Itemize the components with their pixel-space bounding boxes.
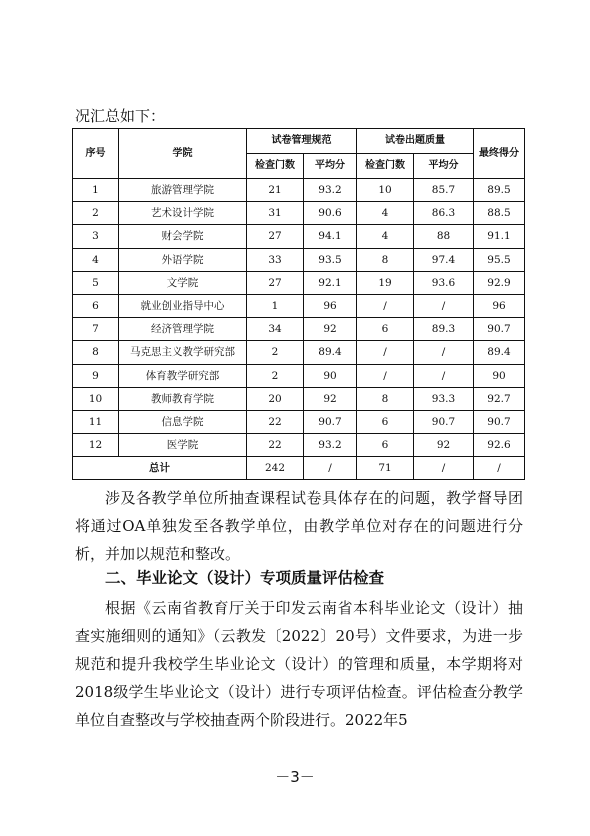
cell-college: 外语学院 bbox=[119, 248, 247, 271]
header-count-1: 检查门数 bbox=[247, 154, 304, 179]
cell-seq: 1 bbox=[73, 179, 119, 202]
cell-avg-2: 89.3 bbox=[414, 318, 474, 341]
cell-count-1: 22 bbox=[247, 410, 304, 433]
cell-seq: 10 bbox=[73, 387, 119, 410]
table-row bbox=[73, 318, 525, 341]
cell-avg-2: 93.6 bbox=[414, 271, 474, 294]
cell-seq: 3 bbox=[73, 225, 119, 248]
cell-final: 90 bbox=[474, 364, 525, 387]
table-row bbox=[73, 434, 525, 457]
cell-avg-1: 92 bbox=[304, 318, 357, 341]
cell-count-1: 2 bbox=[247, 341, 304, 364]
cell-avg-1: 96 bbox=[304, 294, 357, 317]
cell-count-2: / bbox=[357, 294, 414, 317]
cell-seq: 8 bbox=[73, 341, 119, 364]
cell-count-1: 20 bbox=[247, 387, 304, 410]
cell-count-1: 27 bbox=[247, 225, 304, 248]
total-avg-1: / bbox=[304, 457, 357, 480]
cell-avg-1: 94.1 bbox=[304, 225, 357, 248]
cell-avg-2: / bbox=[414, 341, 474, 364]
header-college: 学院 bbox=[119, 129, 247, 179]
cell-college: 马克思主义教学研究部 bbox=[119, 341, 247, 364]
cell-count-2: 4 bbox=[357, 202, 414, 225]
cell-final: 92.9 bbox=[474, 271, 525, 294]
cell-seq: 11 bbox=[73, 410, 119, 433]
cell-final: 91.1 bbox=[474, 225, 525, 248]
cell-avg-2: 93.3 bbox=[414, 387, 474, 410]
cell-avg-1: 93.2 bbox=[304, 179, 357, 202]
cell-avg-1: 93.2 bbox=[304, 434, 357, 457]
table-row bbox=[73, 179, 525, 202]
cell-count-1: 21 bbox=[247, 179, 304, 202]
intro-text: 况汇总如下： bbox=[75, 107, 166, 125]
cell-count-2: / bbox=[357, 364, 414, 387]
cell-college: 信息学院 bbox=[119, 410, 247, 433]
cell-seq: 4 bbox=[73, 248, 119, 271]
table-row bbox=[73, 294, 525, 317]
header-seq: 序号 bbox=[73, 129, 119, 179]
table-row bbox=[73, 225, 525, 248]
table-row bbox=[73, 341, 525, 364]
cell-count-1: 27 bbox=[247, 271, 304, 294]
cell-avg-1: 90 bbox=[304, 364, 357, 387]
cell-count-2: 10 bbox=[357, 179, 414, 202]
cell-avg-1: 90.7 bbox=[304, 410, 357, 433]
header-avg-1: 平均分 bbox=[304, 154, 357, 179]
cell-avg-1: 92 bbox=[304, 387, 357, 410]
cell-avg-2: 90.7 bbox=[414, 410, 474, 433]
table-row bbox=[73, 202, 525, 225]
cell-count-1: 1 bbox=[247, 294, 304, 317]
cell-count-1: 31 bbox=[247, 202, 304, 225]
total-final: / bbox=[474, 457, 525, 480]
cell-final: 92.6 bbox=[474, 434, 525, 457]
cell-college: 医学院 bbox=[119, 434, 247, 457]
cell-college: 文学院 bbox=[119, 271, 247, 294]
section-heading: 二、毕业论文（设计）专项质量评估检查 bbox=[105, 569, 385, 587]
table-total-row bbox=[73, 457, 525, 480]
header-final-score: 最终得分 bbox=[474, 129, 525, 179]
cell-count-2: 6 bbox=[357, 318, 414, 341]
cell-avg-1: 89.4 bbox=[304, 341, 357, 364]
table-row bbox=[73, 387, 525, 410]
total-label: 总计 bbox=[73, 457, 247, 480]
cell-college: 财会学院 bbox=[119, 225, 247, 248]
table-row bbox=[73, 410, 525, 433]
total-count-1: 242 bbox=[247, 457, 304, 480]
cell-final: 89.4 bbox=[474, 341, 525, 364]
cell-college: 教师教育学院 bbox=[119, 387, 247, 410]
score-summary-table bbox=[72, 128, 525, 480]
cell-avg-2: 92 bbox=[414, 434, 474, 457]
cell-count-2: 8 bbox=[357, 248, 414, 271]
cell-avg-2: / bbox=[414, 364, 474, 387]
cell-final: 92.7 bbox=[474, 387, 525, 410]
table-row bbox=[73, 364, 525, 387]
cell-final: 90.7 bbox=[474, 410, 525, 433]
cell-avg-1: 92.1 bbox=[304, 271, 357, 294]
cell-seq: 2 bbox=[73, 202, 119, 225]
page-number: －3－ bbox=[275, 768, 315, 786]
paragraph-oa-notice: 涉及各教学单位所抽查课程试卷具体存在的问题，教学督导团将通过OA单独发至各教学单位，由教学单位对存在的问题进行分析，并加以规范和整改。 bbox=[75, 489, 523, 563]
cell-avg-2: 88 bbox=[414, 225, 474, 248]
cell-avg-2: / bbox=[414, 294, 474, 317]
header-paper-management: 试卷管理规范 bbox=[247, 129, 357, 154]
cell-count-2: 8 bbox=[357, 387, 414, 410]
cell-avg-2: 97.4 bbox=[414, 248, 474, 271]
cell-final: 90.7 bbox=[474, 318, 525, 341]
cell-college: 艺术设计学院 bbox=[119, 202, 247, 225]
cell-college: 经济管理学院 bbox=[119, 318, 247, 341]
table-body bbox=[73, 179, 525, 480]
total-avg-2: / bbox=[414, 457, 474, 480]
cell-count-2: 6 bbox=[357, 434, 414, 457]
cell-count-2: / bbox=[357, 341, 414, 364]
cell-count-1: 34 bbox=[247, 318, 304, 341]
cell-college: 旅游管理学院 bbox=[119, 179, 247, 202]
cell-final: 88.5 bbox=[474, 202, 525, 225]
header-avg-2: 平均分 bbox=[414, 154, 474, 179]
total-count-2: 71 bbox=[357, 457, 414, 480]
paragraph-thesis-inspection: 根据《云南省教育厅关于印发云南省本科毕业论文（设计）抽查实施细则的通知》（云教发〔2022〕20号）文件要求，为进一步规范和提升我校学生毕业论文（设计）的管理和质量，本学期将对2018级学生毕业论文（设计）进行专项评估检查。评估检查分教学单位自查整改与学校抽查两个阶段进行。2022年5 bbox=[75, 599, 523, 729]
cell-seq: 5 bbox=[73, 271, 119, 294]
table-row bbox=[73, 271, 525, 294]
cell-final: 89.5 bbox=[474, 179, 525, 202]
cell-avg-1: 90.6 bbox=[304, 202, 357, 225]
cell-final: 95.5 bbox=[474, 248, 525, 271]
cell-seq: 12 bbox=[73, 434, 119, 457]
cell-count-2: 6 bbox=[357, 410, 414, 433]
cell-seq: 7 bbox=[73, 318, 119, 341]
cell-count-1: 2 bbox=[247, 364, 304, 387]
cell-avg-2: 86.3 bbox=[414, 202, 474, 225]
cell-seq: 6 bbox=[73, 294, 119, 317]
cell-avg-2: 85.7 bbox=[414, 179, 474, 202]
cell-count-1: 33 bbox=[247, 248, 304, 271]
cell-count-2: 4 bbox=[357, 225, 414, 248]
header-count-2: 检查门数 bbox=[357, 154, 414, 179]
cell-count-2: 19 bbox=[357, 271, 414, 294]
cell-college: 就业创业指导中心 bbox=[119, 294, 247, 317]
cell-college: 体育教学研究部 bbox=[119, 364, 247, 387]
cell-seq: 9 bbox=[73, 364, 119, 387]
cell-avg-1: 93.5 bbox=[304, 248, 357, 271]
cell-final: 96 bbox=[474, 294, 525, 317]
table-row bbox=[73, 248, 525, 271]
header-paper-quality: 试卷出题质量 bbox=[357, 129, 474, 154]
cell-count-1: 22 bbox=[247, 434, 304, 457]
